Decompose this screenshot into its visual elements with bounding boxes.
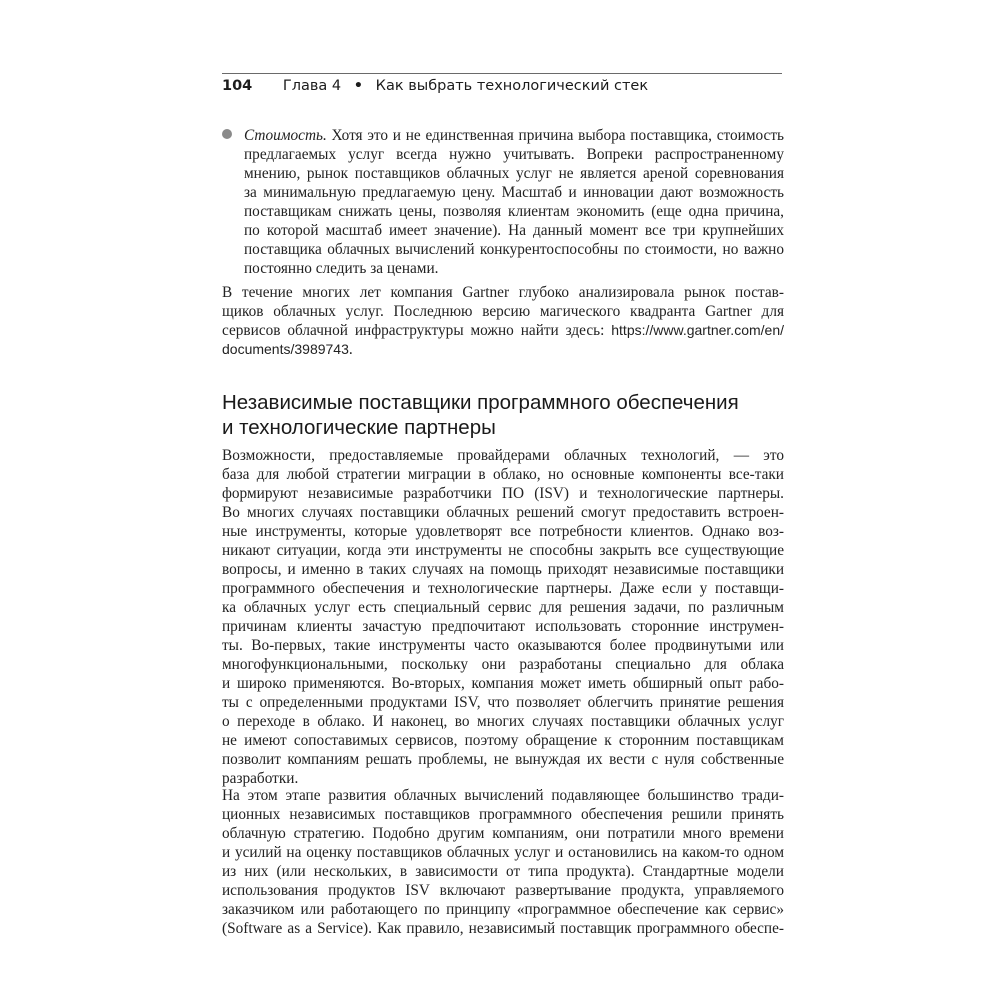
text-line: за минимальную предлагаемую цену. Масштаб и инновации дают возможность: [244, 184, 784, 201]
text-line: использования продуктов ISV включают развертывание продукта, управляемого: [222, 882, 784, 899]
text-line: никают ситуации, когда эти инструменты не способны закрыть все существующие: [222, 542, 784, 559]
text-line: ционных независимых поставщиков программного обеспечения решили принять: [222, 806, 784, 823]
text-line: программного обеспечения и технологические партнеры. Даже если у поставщи-: [222, 580, 784, 597]
text-line: из них (или нескольких, в зависимости от типа продукта). Стандартные модели: [222, 863, 784, 880]
text-line: причинам клиенты зачастую предпочитают использовать сторонние инструмен-: [222, 618, 784, 635]
text-line: Возможности, предоставляемые провайдерами облачных технологий, — это: [222, 447, 784, 464]
text-line: позволит компаниям решать проблемы, не вынуждая их вести с нуля собственные: [222, 751, 784, 768]
bullet-icon: [222, 129, 232, 139]
text-line: по которой масштаб имеет значение). На данный момент все три крупнейших: [244, 222, 784, 239]
chapter-title: Как выбрать технологический стек: [375, 78, 649, 94]
text-line: В течение многих лет компания Gartner глубоко анализировала рынок постав-: [222, 284, 784, 301]
text-line: и усилий на оценку поставщиков облачных услуг и остановились на каком-то одном: [222, 844, 784, 861]
gartner-link-continued[interactable]: documents/3989743: [222, 341, 349, 357]
text-line: многофункциональными, поскольку они разработаны специально для облака: [222, 656, 784, 673]
text-line: база для любой стратегии миграции в облако, но основные компоненты все-таки: [222, 466, 784, 483]
text-line: Стоимость. Хотя это и не единственная причина выбора поставщика, стоимость: [244, 127, 784, 144]
header-separator: •: [353, 78, 364, 94]
page-number: 104: [222, 78, 253, 94]
text-line: Во многих случаях поставщики облачных решений смогут предоставить встроен-: [222, 504, 784, 521]
text-line: щиков облачных услуг. Последнюю версию магического квадранта Gartner для: [222, 303, 784, 320]
text-line: облачную стратегию. Подобно другим компаниям, они потратили много времени: [222, 825, 784, 842]
text-line: ты. Во-первых, такие инструменты часто оказываются более продвинутыми или: [222, 637, 784, 654]
text-line: заказчиком или работающего по принципу «программное обеспечение как сервис»: [222, 901, 784, 918]
section-heading: [222, 390, 784, 440]
text-line: постоянно следить за ценами.: [244, 260, 439, 277]
text-line: documents/3989743.: [222, 341, 353, 358]
text-line: (Software as a Service). Как правило, независимый поставщик программного обеспе-: [222, 920, 784, 937]
text-line: и широко применяются. Во-вторых, компания может иметь обширный опыт рабо-: [222, 675, 784, 692]
header-rule: [222, 73, 782, 74]
text-line: ные инструменты, которые удовлетворят все потребности клиентов. Однако воз-: [222, 523, 784, 540]
text-line: мнению, рынок поставщиков облачных услуг не является ареной соревнования: [244, 165, 784, 182]
text-line: поставщика облачных вычислений конкурентоспособны по стоимости, но важно: [244, 241, 784, 258]
chapter-label: Глава 4: [282, 78, 342, 94]
isv-paragraph-1: [222, 446, 784, 788]
isv-paragraph-2: [222, 786, 784, 938]
gartner-link[interactable]: https://www.gartner.com/en/: [611, 322, 784, 338]
text-line: предлагаемых услуг всегда нужно учитывать. Вопреки распространенному: [244, 146, 784, 163]
gartner-paragraph: [222, 283, 784, 359]
running-header: [222, 78, 782, 100]
section-heading-line-1: Независимые поставщики программного обеспечения: [222, 391, 739, 414]
text-line: ты с определенными продуктами ISV, что позволяет облегчить принятие решения: [222, 694, 784, 711]
text-line: поставщикам снижать цены, позволяя клиентам экономить (еще одна причина,: [244, 203, 784, 220]
text-line: разработки.: [222, 770, 299, 787]
bullet-term: Стоимость.: [244, 127, 327, 144]
text-line: сервисов облачной инфраструктуры можно найти здесь: https://www.gartner.com/en/: [222, 322, 784, 339]
cost-bullet-paragraph: [244, 126, 784, 278]
text-line: не имеют сопоставимых сервисов, поэтому обращение к сторонним поставщикам: [222, 732, 784, 749]
text-line: На этом этапе развития облачных вычислений подавляющее большинство тради-: [222, 787, 784, 804]
section-heading-line-2: и технологические партнеры: [222, 416, 496, 439]
text-line: формируют независимые разработчики ПО (ISV) и технологические партнеры.: [222, 485, 784, 502]
text-line: ка облачных услуг есть специальный сервис для решения задачи, по различным: [222, 599, 784, 616]
text-line: о переходе в облако. И наконец, во многих случаях поставщики облачных услуг: [222, 713, 784, 730]
text-line: вопросы, и именно в таких случаях на помощь приходят независимые поставщики: [222, 561, 784, 578]
